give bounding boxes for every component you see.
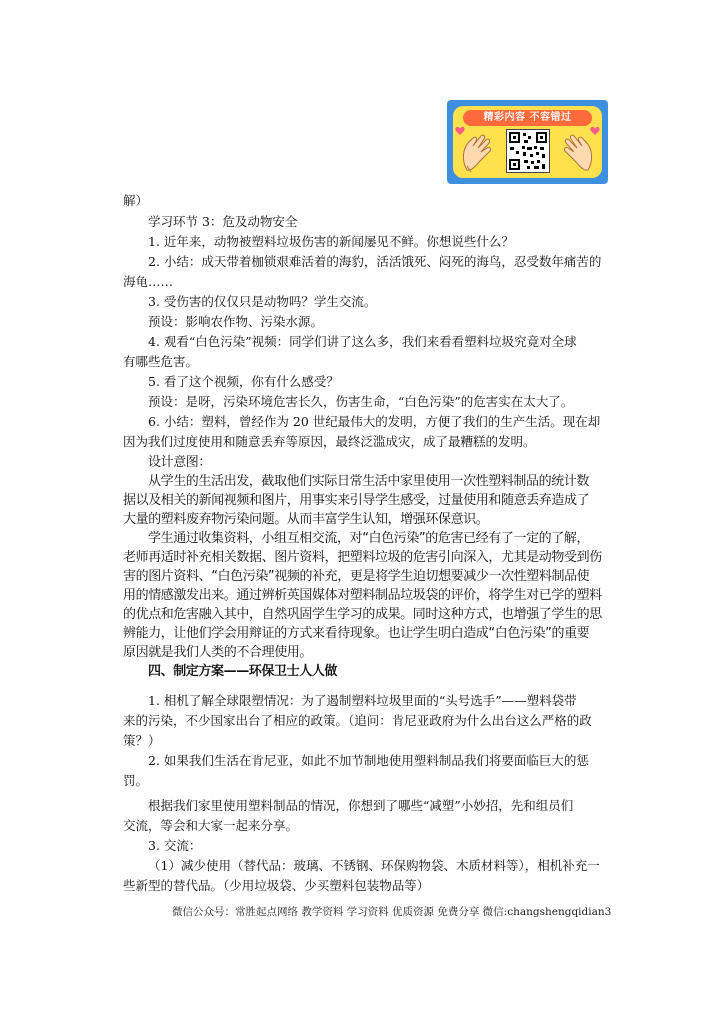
promo-banner[interactable] bbox=[447, 100, 608, 184]
text-line: 学生通过收集资料，小组互相交流，对“白色污染”的危害已经有了一定的了解， bbox=[148, 531, 590, 546]
text-line: 根据我们家里使用塑料制品的情况，你想到了哪些“减塑”小妙招，先和组员们 bbox=[148, 798, 574, 813]
text-line: 些新型的替代品。（少用垃圾袋、少买塑料包装物品等） bbox=[123, 878, 430, 893]
section-title: 四、制定方案——环保卫士人人做 bbox=[148, 664, 338, 679]
text-line: 罚。 bbox=[123, 773, 149, 788]
text-line: 辨能力，让他们学会用辩证的方式来看待现象。也让学生明白造成“白色污染”的重要 bbox=[123, 626, 590, 641]
heart-icon bbox=[455, 126, 465, 136]
text-line: 解） bbox=[123, 193, 149, 208]
text-line: 海龟…… bbox=[123, 274, 174, 289]
clapping-hands-icon bbox=[459, 130, 499, 174]
text-line: 2. 小结：成天带着枷锁艰难活着的海豹，活活饿死、闷死的海鸟，忍受数年痛苦的 bbox=[148, 254, 602, 269]
text-line: 因为我们过度使用和随意丢弃等原因，最终泛滥成灾，成了最糟糕的发明。 bbox=[123, 434, 536, 449]
text-line: 来的污染，不少国家出台了相应的政策。（追问：肯尼亚政府为什么出台这么严格的政 bbox=[123, 713, 592, 728]
text-line: 据以及相关的新闻视频和图片，用事实来引导学生感受，过量使用和随意丢弃造成了 bbox=[123, 493, 590, 508]
text-line: 3. 受伤害的仅仅只是动物吗？学生交流。 bbox=[148, 294, 377, 309]
text-line: 5. 看了这个视频，你有什么感受？ bbox=[148, 374, 339, 389]
text-line: 老师再适时补充相关数据、图片资料，把塑料垃圾的危害引向深入，尤其是动物受到伤 bbox=[123, 550, 602, 565]
text-line: 从学生的生活出发，截取他们实际日常生活中家里使用一次性塑料制品的统计数 bbox=[148, 474, 590, 489]
text-line: 2. 如果我们生活在肯尼亚，如此不加节制地使用塑料制品我们将要面临巨大的惩 bbox=[148, 753, 589, 768]
text-line: 用的情感激发出来。通过辨析英国媒体对塑料制品垃圾袋的评价，将学生对已学的塑料 bbox=[123, 588, 602, 603]
text-line: 交流，等会和大家一起来分享。 bbox=[123, 818, 299, 833]
promo-title: 精彩内容 不容错过 bbox=[463, 110, 592, 126]
design-intent-heading: 设计意图： bbox=[148, 455, 212, 470]
text-line: 1. 近年来，动物被塑料垃圾伤害的新闻屡见不鲜。你想说些什么？ bbox=[148, 234, 514, 249]
text-line: 4. 观看“白色污染”视频：同学们讲了这么多，我们来看看塑料垃圾究竟对全球 bbox=[148, 334, 577, 349]
text-line: 的优点和危害融入其中，自然巩固学生学习的成果。同时这种方式，也增强了学生的思 bbox=[123, 607, 602, 622]
qr-code-icon bbox=[506, 129, 550, 173]
section-heading: 学习环节 3：危及动物安全 bbox=[148, 214, 298, 229]
text-line: 预设：影响农作物、污染水源。 bbox=[148, 314, 324, 329]
text-line: 1. 相机了解全球限塑情况：为了遏制塑料垃圾里面的“头号选手”——塑料袋带 bbox=[148, 693, 577, 708]
promo-panel bbox=[453, 106, 602, 178]
text-line: 策？） bbox=[123, 733, 161, 748]
text-line: 6. 小结：塑料，曾经作为 20 世纪最伟大的发明，方便了我们的生产生活。现在却 bbox=[148, 414, 601, 429]
text-line: 有哪些危害。 bbox=[123, 354, 199, 369]
text-line: 3. 交流： bbox=[148, 838, 202, 853]
text-line: 预设：是呀，污染环境危害长久，伤害生命，“白色污染”的危害实在太大了。 bbox=[148, 394, 574, 409]
clapping-hands-icon bbox=[556, 130, 596, 174]
text-line: 原因就是我们人类的不合理使用。 bbox=[123, 645, 313, 660]
text-line: 害的图片资料、“白色污染”视频的补充，更是将学生迫切想要减少一次性塑料制品使 bbox=[123, 569, 590, 584]
text-line: （1）减少使用（替代品：玻璃、不锈钢、环保购物袋、木质材料等），相机补充一 bbox=[148, 858, 600, 873]
page-footer: 微信公众号：常胜起点网络 教学资料 学习资料 优质资源 免费分享 微信:changshengqidian3 bbox=[172, 906, 612, 918]
text-line: 大量的塑料废弃物污染问题。从而丰富学生认知，增强环保意识。 bbox=[123, 512, 489, 527]
heart-icon bbox=[590, 126, 600, 136]
